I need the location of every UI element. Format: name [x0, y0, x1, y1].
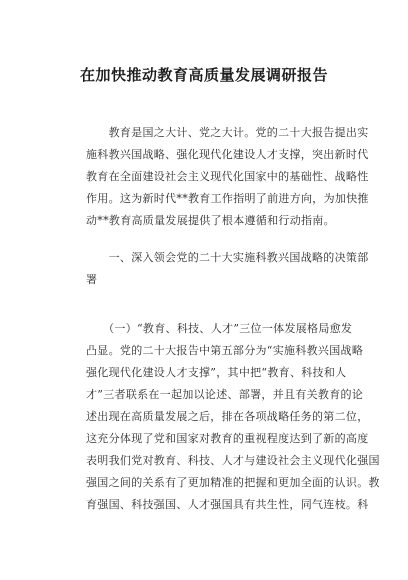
paragraph-line: （一）“教育、科技、人才”三位一体发展格局愈发 — [86, 322, 353, 335]
paragraph-line: 强国之间的关系有了更加精准的把握和更加全面的认识。教 — [86, 476, 380, 489]
paragraph-line: 育强国、科技强国、人才强国具有共生性，同气连枝。科 — [86, 498, 369, 511]
heading-line: 署 — [86, 273, 98, 286]
paragraph-line: 凸显。党的二十大报告中第五部分为“实施科教兴国战略 — [86, 344, 364, 357]
paragraph-line: 述出现在高质量发展之后，排在各项战略任务的第二位， — [86, 410, 369, 423]
paragraph-line: 动**教育高质量发展提供了根本遵循和行动指南。 — [86, 214, 335, 227]
paragraph-line: 强化现代化建设人才支撑”，其中把“教育、科技和人 — [86, 366, 347, 379]
body-paragraph — [86, 318, 380, 516]
paragraph-line: 教育在全面建设社会主义现代化国家中的基础性、战略性 — [86, 170, 369, 183]
paragraph-line: 施科教兴国战略、强化现代化建设人才支撑，突出新时代 — [86, 148, 369, 161]
paragraph-line: 作用。这为新时代**教育工作指明了前进方向，为加快推 — [86, 192, 369, 205]
intro-paragraph — [86, 122, 369, 232]
paragraph-line: 才”三者联系在一起加以论述、部署，并且有关教育的论 — [86, 388, 364, 401]
paragraph-line: 表明我们党对教育、科技、人才与建设社会主义现代化强国 — [86, 454, 380, 467]
section-heading — [86, 247, 369, 291]
document-title: 在加快推动教育高质量发展调研报告 — [79, 66, 328, 84]
heading-line: 一、深入领会党的二十大实施科教兴国战略的决策部 — [86, 251, 369, 264]
paragraph-line: 教育是国之大计、党之大计。党的二十大报告提出实 — [86, 126, 369, 139]
paragraph-line: 这充分体现了党和国家对教育的重视程度达到了新的高度 — [86, 432, 369, 445]
